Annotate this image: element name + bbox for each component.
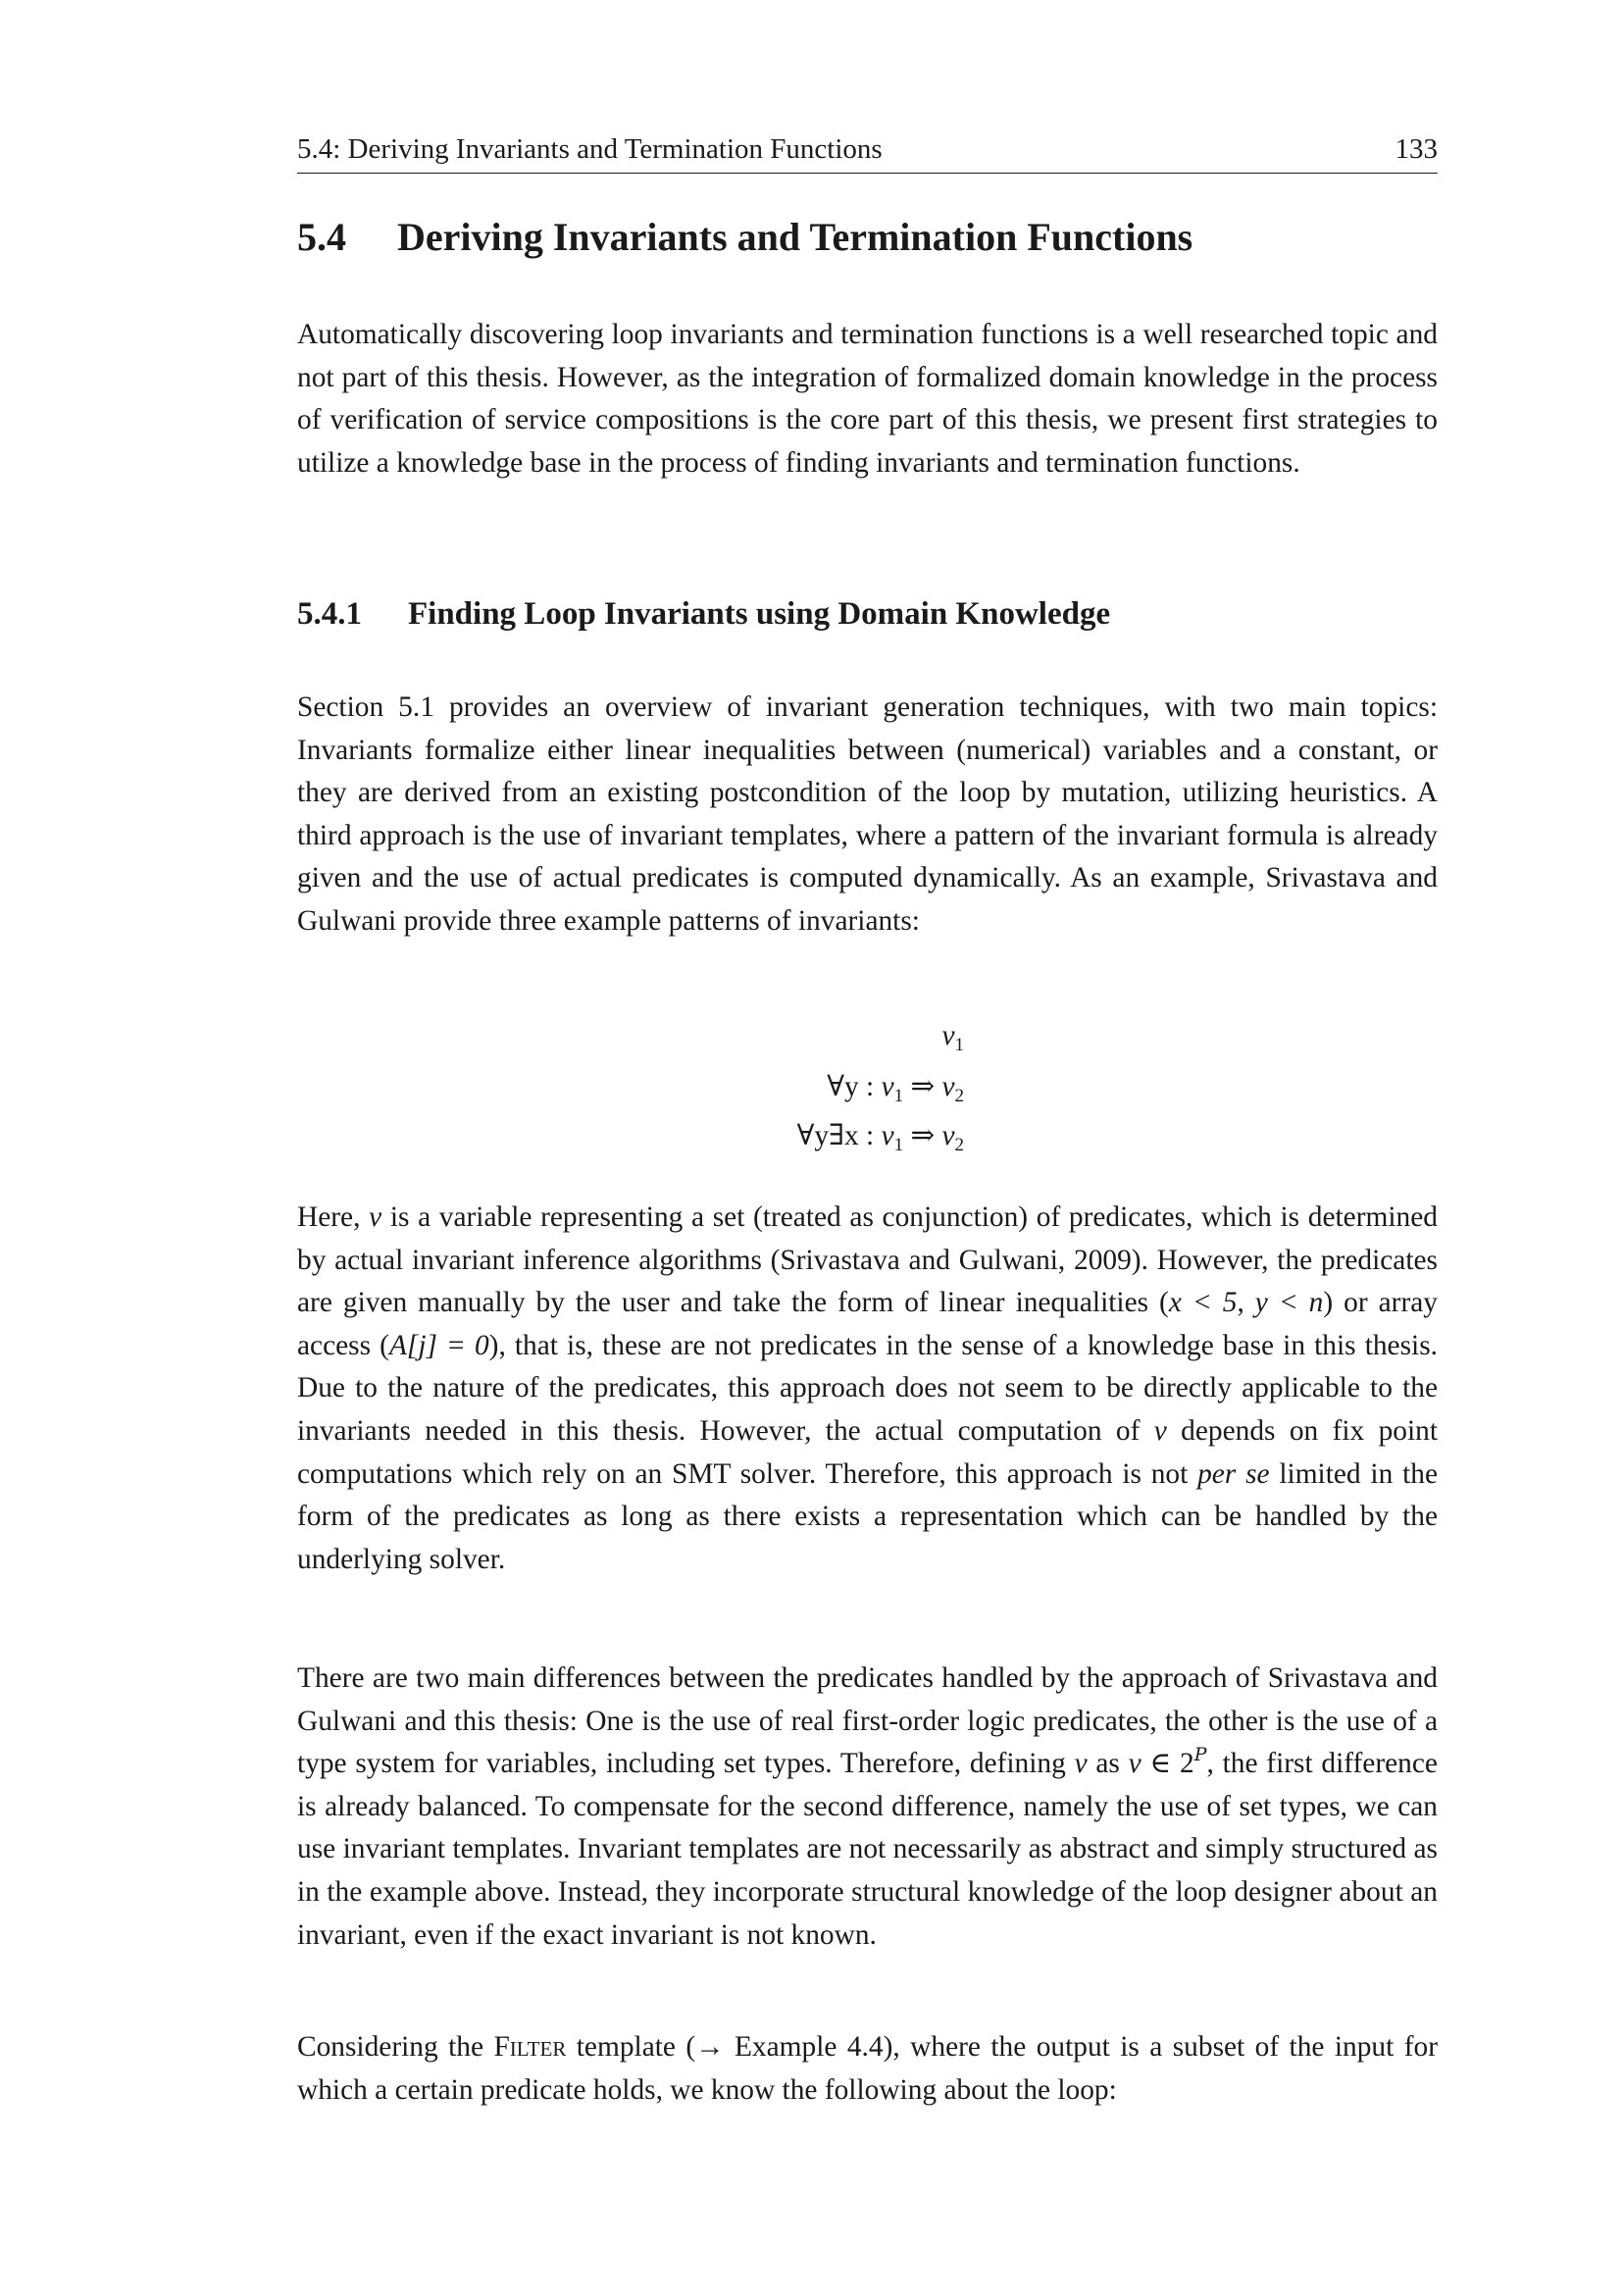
intro-paragraph: Automatically discovering loop invariants and termination functions is a well researched topic and not part of this thesis. However, as the integration of formalized domain knowledge in the process of verification of service compositions is the core part of this thesis, we present first strategies to utilize a knowledge base in the process of finding invariants and termination functions.	[297, 319, 1438, 479]
paragraph-3: There are two main differences between the predicates handled by the approach of Srivastava and Gulwani and this thesis: One is the use of real first-order logic predicates, the other is the use of a type system for variables, including set types. Therefore, defining ν as ν ∈ $2^P$, the first difference is already balanced. To compensate for the second difference, namely the use of set types, we can use invariant templates. Invariant templates are not necessarily as abstract and simply structured as in the example above. Instead, they incorporate structural knowledge of the loop designer about an invariant, even if the exact invariant is not known.	[297, 1662, 1438, 1951]
filter-template-name: Filter	[493, 2031, 567, 2063]
page-number: 133	[1395, 133, 1438, 165]
subsection-heading	[297, 596, 1110, 633]
per-se-emphasis: per se	[1197, 1457, 1270, 1490]
subsection-number: 5.4.1	[297, 596, 362, 632]
running-head-title: 5.4: Deriving Invariants and Termination Functions	[297, 133, 883, 165]
section-number: 5.4	[297, 215, 346, 259]
pattern-3: ∀y∃x : $\nu_1$ ⇒ $\nu_2$	[796, 1120, 964, 1155]
pattern-1: $\nu_1$	[941, 1020, 964, 1055]
subsection-title: Finding Loop Invariants using Domain Knowledge	[408, 596, 1111, 632]
section-heading	[297, 214, 1192, 260]
pattern-2: ∀y : $\nu_1$ ⇒ $\nu_2$	[827, 1071, 964, 1106]
paragraph-2: Here, ν is a variable representing a set (treated as conjunction) of predicates, which is determined by actual invariant inference algorithms (Srivastava and Gulwani, 2009). However, the predicates are given manually by the user and take the form of linear inequalities (x < 5, y < n) or array access (A[j] = 0), that is, these are not predicates in the sense of a knowledge base in this thesis. Due to the nature of the predicates, this approach does not seem to be directly applicable to the invariants needed in this thesis. However, the actual computation of ν depends on fix point computations which rely on an SMT solver. Therefore, this approach is not per se limited in the form of the predicates as long as there exists a representation which can be handled by the underlying solver.	[297, 1201, 1439, 1575]
paragraph-1: Section 5.1 provides an overview of invariant generation techniques, with two main topics: Invariants formalize either linear inequalities between (numerical) variables and a constant, or they are derived from an existing postcondition of the loop by mutation, utilizing heuristics. A third approach is the use of invariant templates, where a pattern of the invariant formula is already given and the use of actual predicates is computed dynamically. As an example, Srivastava and Gulwani provide three example patterns of invariants:	[297, 691, 1438, 937]
paragraph-4: Considering the Filter template (→ Example 4.4), where the output is a subset of the input for which a certain predicate holds, we know the following about the loop:	[297, 2031, 1438, 2106]
section-title: Deriving Invariants and Termination Functions	[397, 215, 1193, 259]
running-head	[297, 133, 1438, 174]
